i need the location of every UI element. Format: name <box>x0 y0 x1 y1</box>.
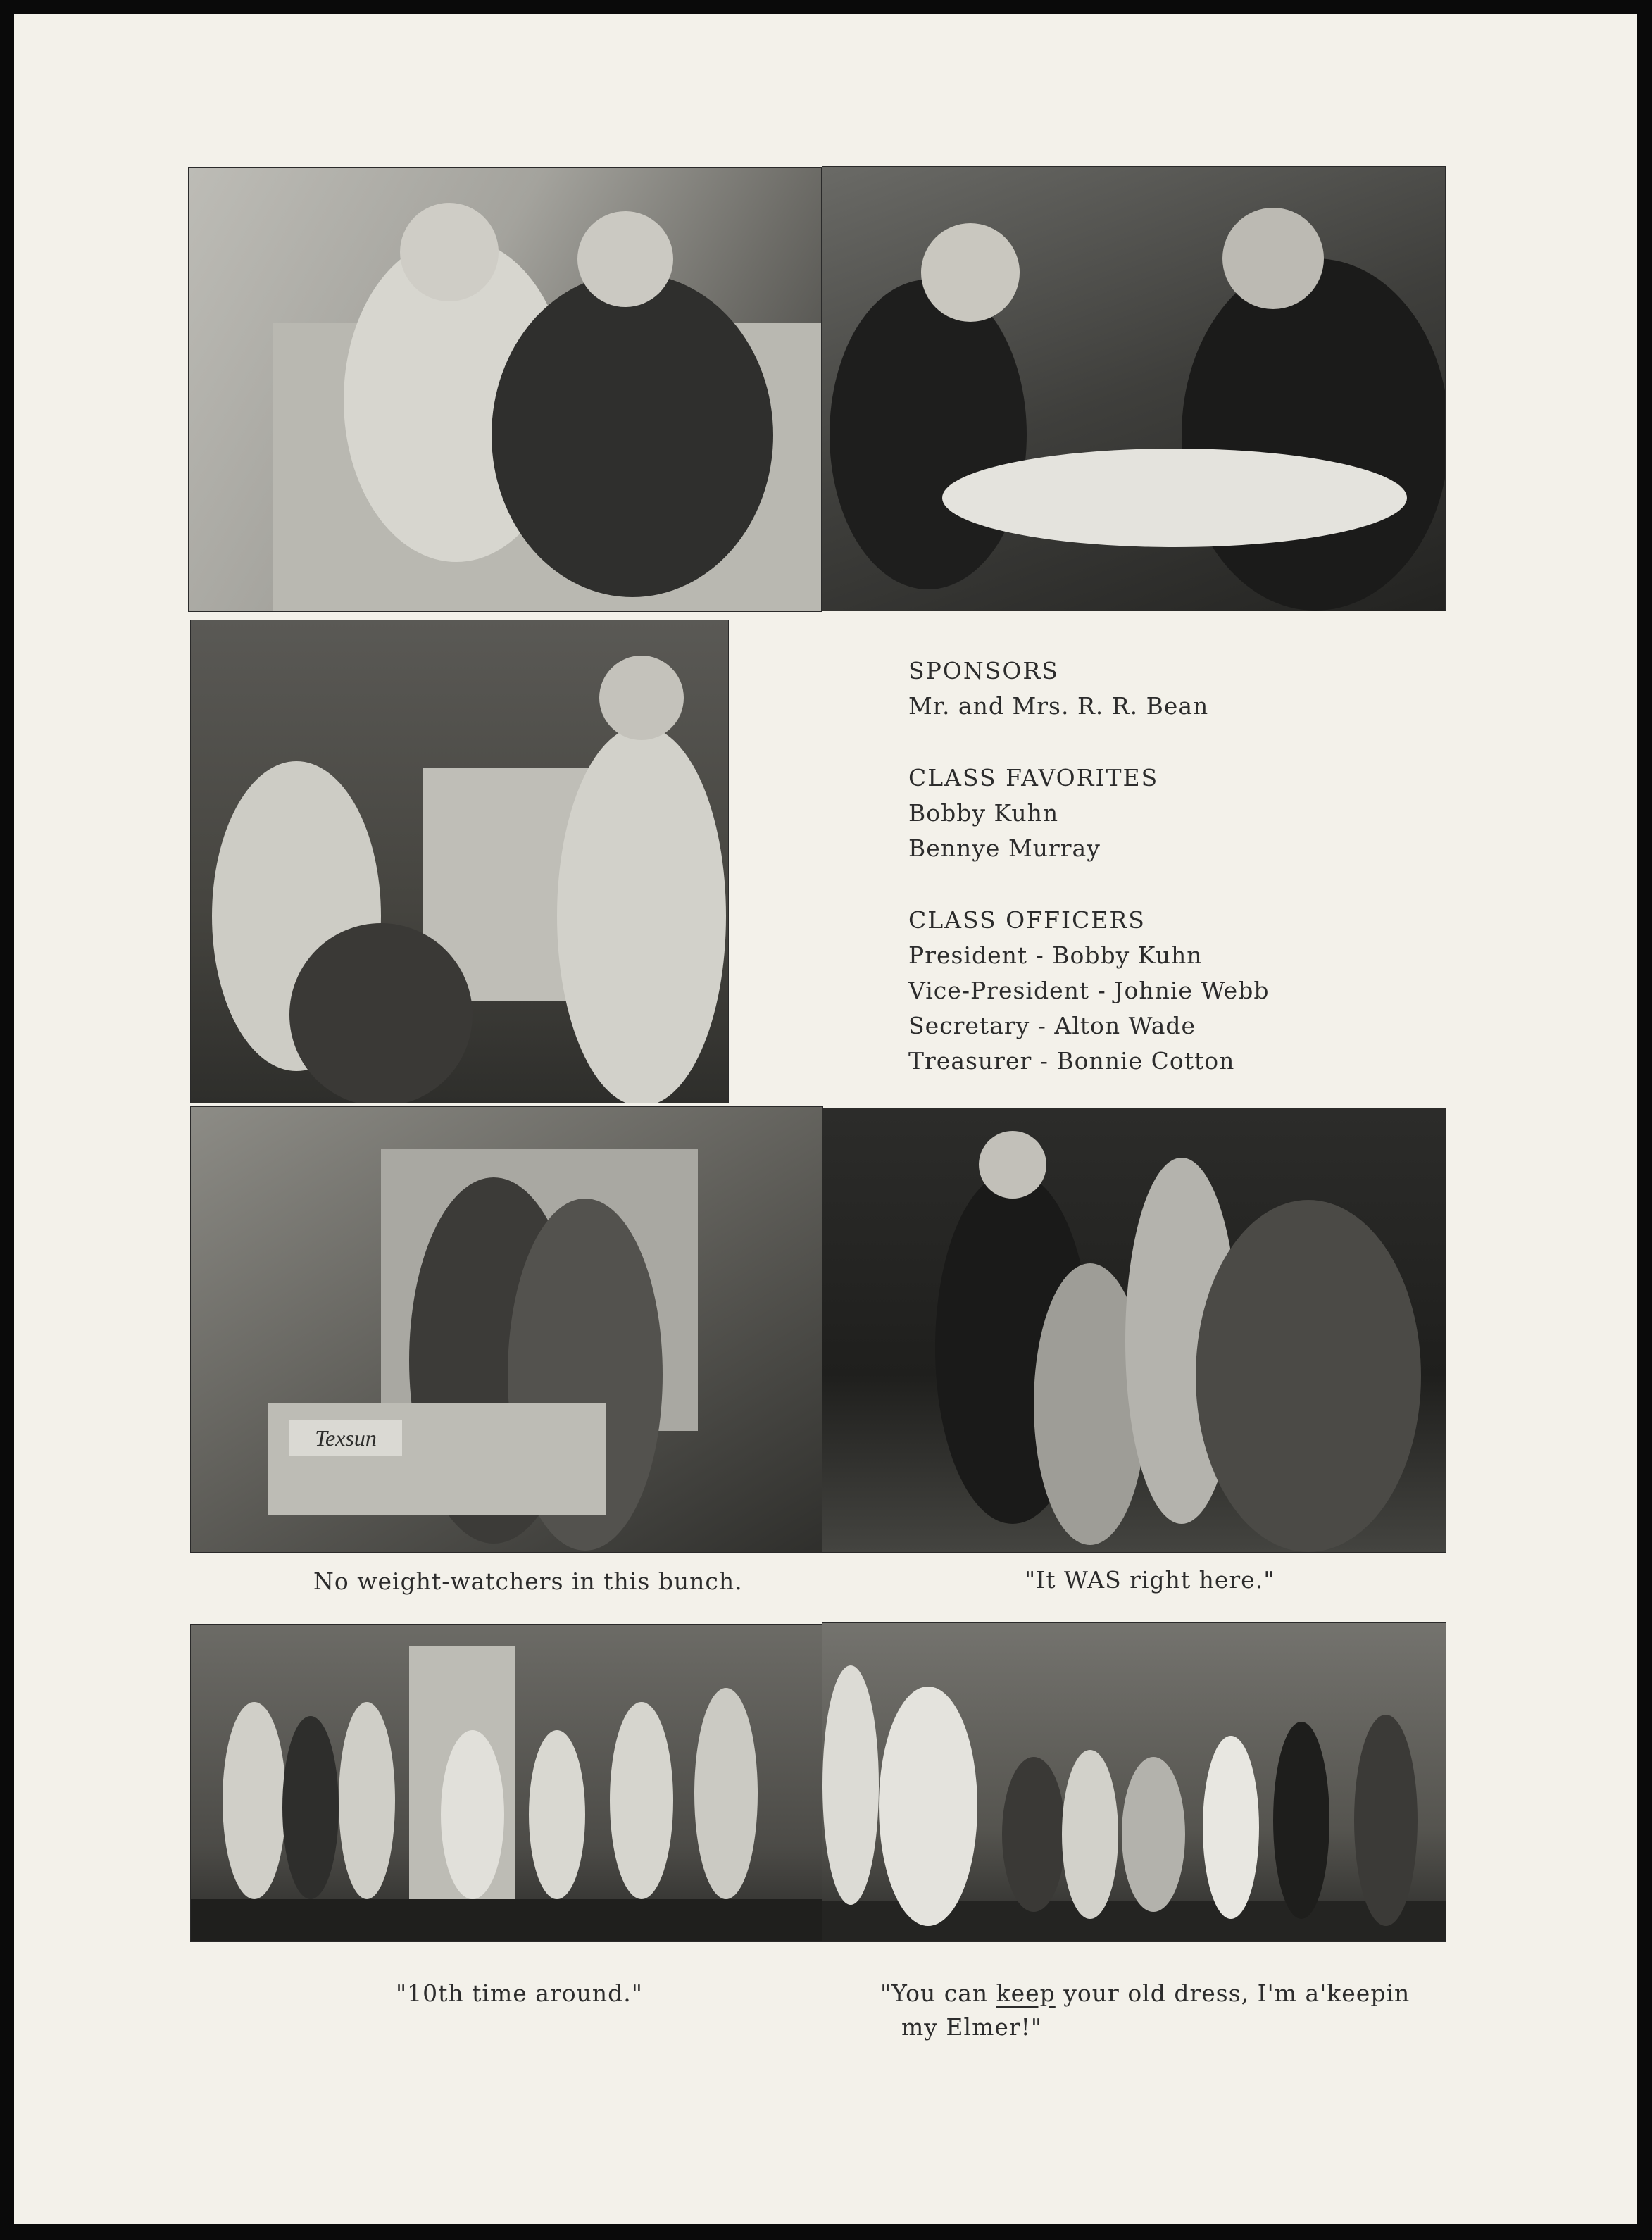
caption-tenth-time: "10th time around." <box>396 1979 643 2007</box>
officer-secretary: Secretary - Alton Wade <box>908 1012 1196 1039</box>
caption-weight-watchers: No weight-watchers in this bunch. <box>313 1568 743 1595</box>
dancer-6 <box>610 1702 673 1899</box>
stage-scene-illustration <box>191 1625 822 1941</box>
officer-president: President - Bobby Kuhn <box>908 941 1203 969</box>
actor-coat <box>879 1687 977 1926</box>
photo-group-at-stove <box>190 620 729 1103</box>
actor-3 <box>1062 1750 1118 1919</box>
man-figure <box>1182 258 1445 611</box>
caption-keep-dress-after: your old dress, I'm a'keepin <box>1055 1979 1410 2007</box>
actor-4 <box>1122 1757 1185 1912</box>
dancer-3 <box>339 1702 395 1899</box>
actor-1 <box>822 1665 879 1905</box>
caption-keep-dress-before: "You can <box>880 1979 996 2007</box>
man-head <box>1222 208 1324 309</box>
dark-room-scene-illustration <box>822 1108 1446 1552</box>
dancer-2 <box>282 1716 339 1899</box>
couch-scene-illustration <box>189 168 821 611</box>
actor-bride <box>1203 1736 1259 1919</box>
caption-keep-dress-underlined: keep <box>996 1979 1056 2007</box>
dancer-1 <box>223 1702 286 1899</box>
food-table-scene-illustration <box>191 1107 822 1552</box>
yearbook-page <box>14 14 1637 2224</box>
photo-couple-on-couch <box>188 167 822 612</box>
class-favorites-heading: CLASS FAVORITES <box>908 764 1159 791</box>
officer-treasurer: Treasurer - Bonnie Cotton <box>908 1047 1235 1075</box>
standing-boy-figure <box>557 726 726 1103</box>
caption-right-here: "It WAS right here." <box>1025 1566 1275 1594</box>
photo-stage-line-dance <box>190 1624 823 1942</box>
woman-figure <box>830 280 1027 589</box>
table-scene-illustration <box>822 167 1445 611</box>
dancer-7 <box>694 1688 758 1899</box>
actor-2 <box>1002 1757 1065 1912</box>
actor-groom <box>1273 1722 1329 1919</box>
sponsors-name: Mr. and Mrs. R. R. Bean <box>908 692 1209 720</box>
texsun-label: Texsun <box>315 1425 377 1451</box>
officer-vice-president: Vice-President - Johnie Webb <box>908 977 1270 1004</box>
table-top <box>942 449 1407 547</box>
dancer-5 <box>529 1730 585 1899</box>
sponsors-heading: SPONSORS <box>908 657 1059 684</box>
class-favorite-1: Bobby Kuhn <box>908 799 1059 827</box>
food-table <box>268 1403 606 1515</box>
actor-hillbilly <box>1354 1715 1418 1926</box>
caption-keep-dress-line-2: my Elmer!" <box>901 2013 1043 2041</box>
caption-keep-dress-line-1 <box>880 1977 1410 2010</box>
photo-group-in-dark-room <box>822 1108 1446 1553</box>
kneeling-boy-figure <box>289 923 473 1103</box>
boy-head <box>979 1131 1046 1199</box>
dancer-4 <box>441 1730 504 1899</box>
photo-women-at-food-table <box>190 1106 823 1553</box>
stage-floor <box>191 1899 822 1941</box>
class-favorite-2: Bennye Murray <box>908 834 1101 862</box>
photo-stage-wedding-skit <box>822 1622 1446 1942</box>
standing-boy-head <box>599 656 684 740</box>
stove-scene-illustration <box>191 620 728 1103</box>
man-figure <box>492 273 773 597</box>
skit-scene-illustration <box>822 1623 1446 1941</box>
woman-head <box>400 203 499 301</box>
class-officers-heading: CLASS OFFICERS <box>908 906 1146 934</box>
letter-jacket-figure <box>1196 1200 1421 1552</box>
man-head <box>577 211 673 307</box>
photo-couple-at-table <box>822 166 1446 611</box>
woman-head <box>921 223 1020 322</box>
